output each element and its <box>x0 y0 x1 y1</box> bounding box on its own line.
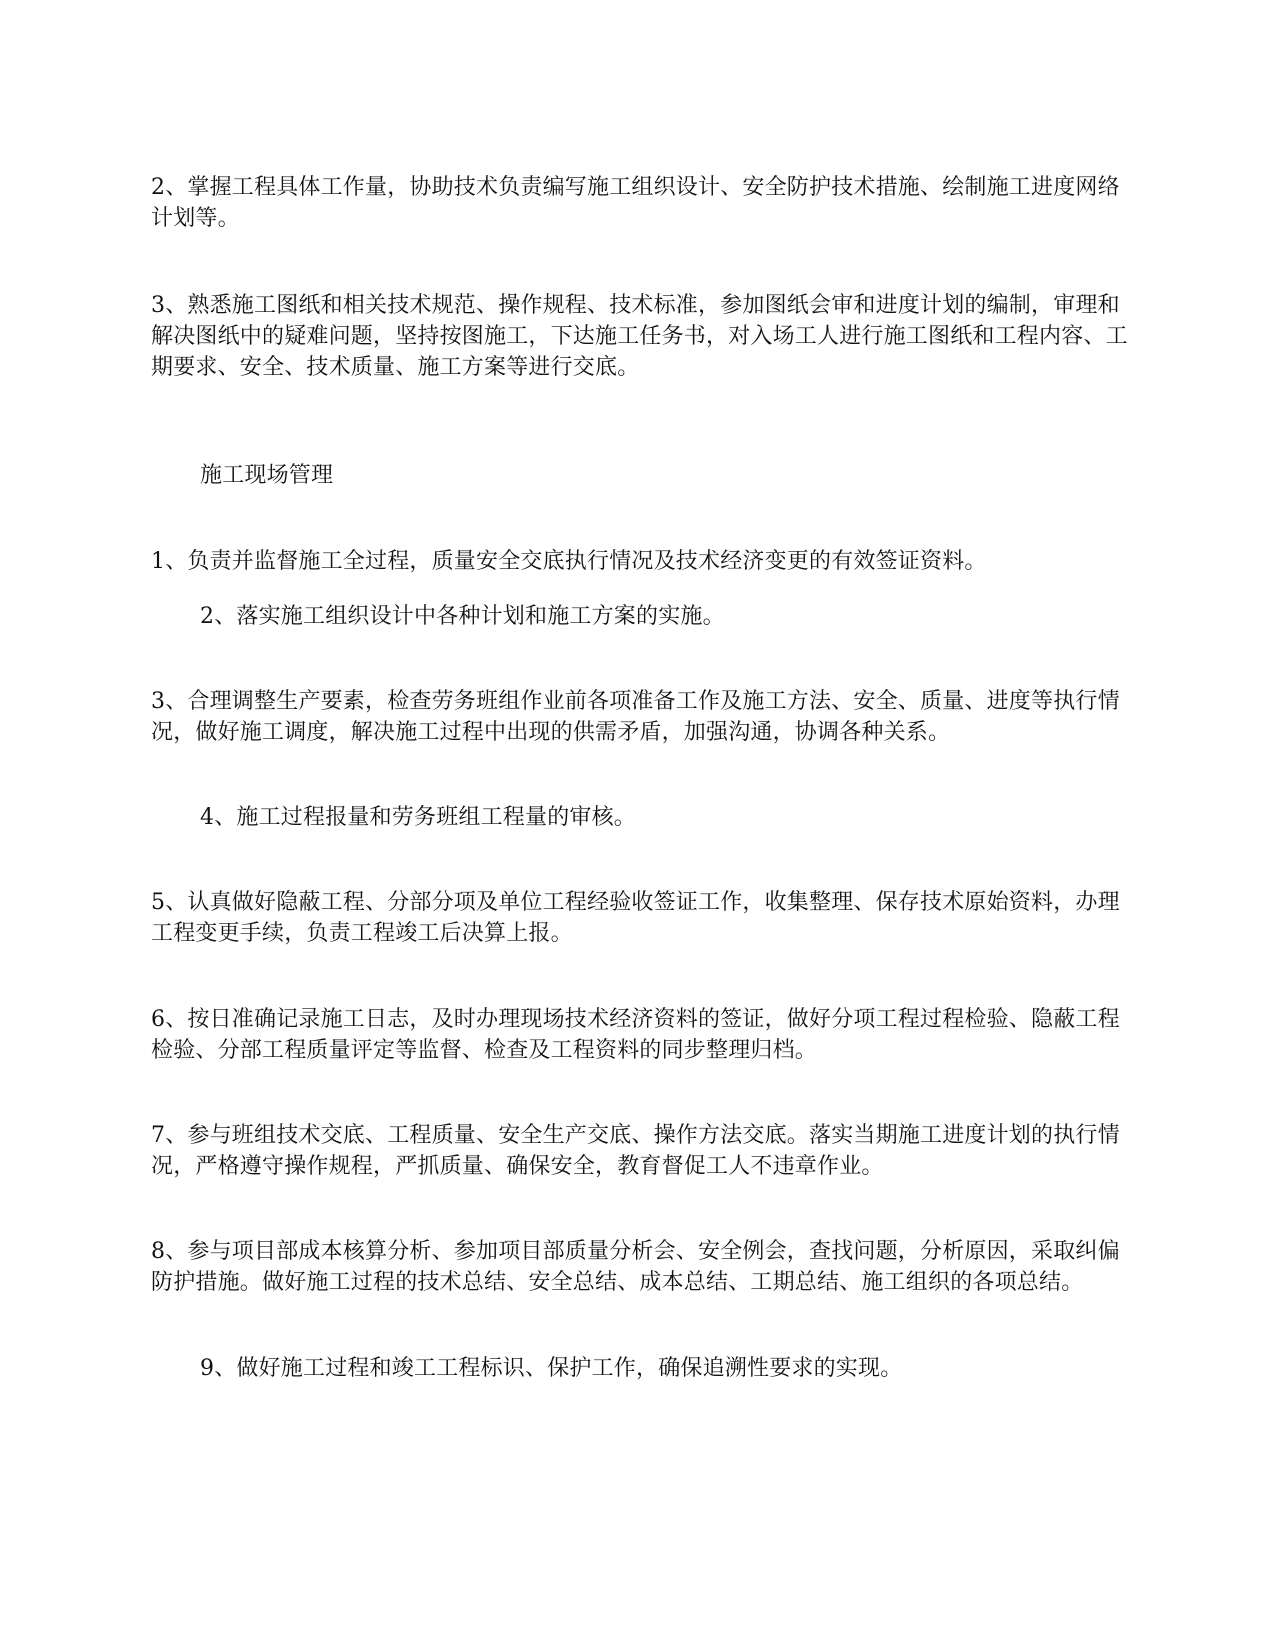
paragraph-5-acceptance: 5、认真做好隐蔽工程、分部分项及单位工程经验收签证工作，收集整理、保存技术原始资料，办理工程变更手续，负责工程竣工后决算上报。 <box>151 890 1120 946</box>
paragraph-2-workload: 2、掌握工程具体工作量，协助技术负责编写施工组织设计、安全防护技术措施、绘制施工进度网络计划等。 <box>151 175 1120 231</box>
paragraph-4-audit: 4、施工过程报量和劳务班组工程量的审核。 <box>200 805 636 830</box>
paragraph-9-identification: 9、做好施工过程和竣工工程标识、保护工作，确保追溯性要求的实现。 <box>200 1356 903 1381</box>
paragraph-2-implement: 2、落实施工组织设计中各种计划和施工方案的实施。 <box>200 604 725 629</box>
paragraph-7-briefing: 7、参与班组技术交底、工程质量、安全生产交底、操作方法交底。落实当期施工进度计划的执行情况，严格遵守操作规程，严抓质量、确保安全，教育督促工人不违章作业。 <box>151 1123 1120 1179</box>
paragraph-8-cost: 8、参与项目部成本核算分析、参加项目部质量分析会、安全例会，查找问题，分析原因，采取纠偏防护措施。做好施工过程的技术总结、安全总结、成本总结、工期总结、施工组织的各项总结。 <box>151 1239 1120 1295</box>
paragraph-3-drawings: 3、熟悉施工图纸和相关技术规范、操作规程、技术标准，参加图纸会审和进度计划的编制，审理和解决图纸中的疑难问题，坚持按图施工，下达施工任务书，对入场工人进行施工图纸和工程内容、工期要求、安全、技术质量、施工方案等进行交底。 <box>151 293 1128 380</box>
paragraph-1-supervise: 1、负责并监督施工全过程，质量安全交底执行情况及技术经济变更的有效签证资料。 <box>151 549 987 574</box>
paragraph-6-logs: 6、按日准确记录施工日志，及时办理现场技术经济资料的签证，做好分项工程过程检验、隐蔽工程检验、分部工程质量评定等监督、检查及工程资料的同步整理归档。 <box>151 1007 1120 1063</box>
section-heading-site-management: 施工现场管理 <box>200 463 334 488</box>
paragraph-3-adjust: 3、合理调整生产要素，检查劳务班组作业前各项准备工作及施工方法、安全、质量、进度等执行情况，做好施工调度，解决施工过程中出现的供需矛盾，加强沟通，协调各种关系。 <box>151 689 1120 745</box>
